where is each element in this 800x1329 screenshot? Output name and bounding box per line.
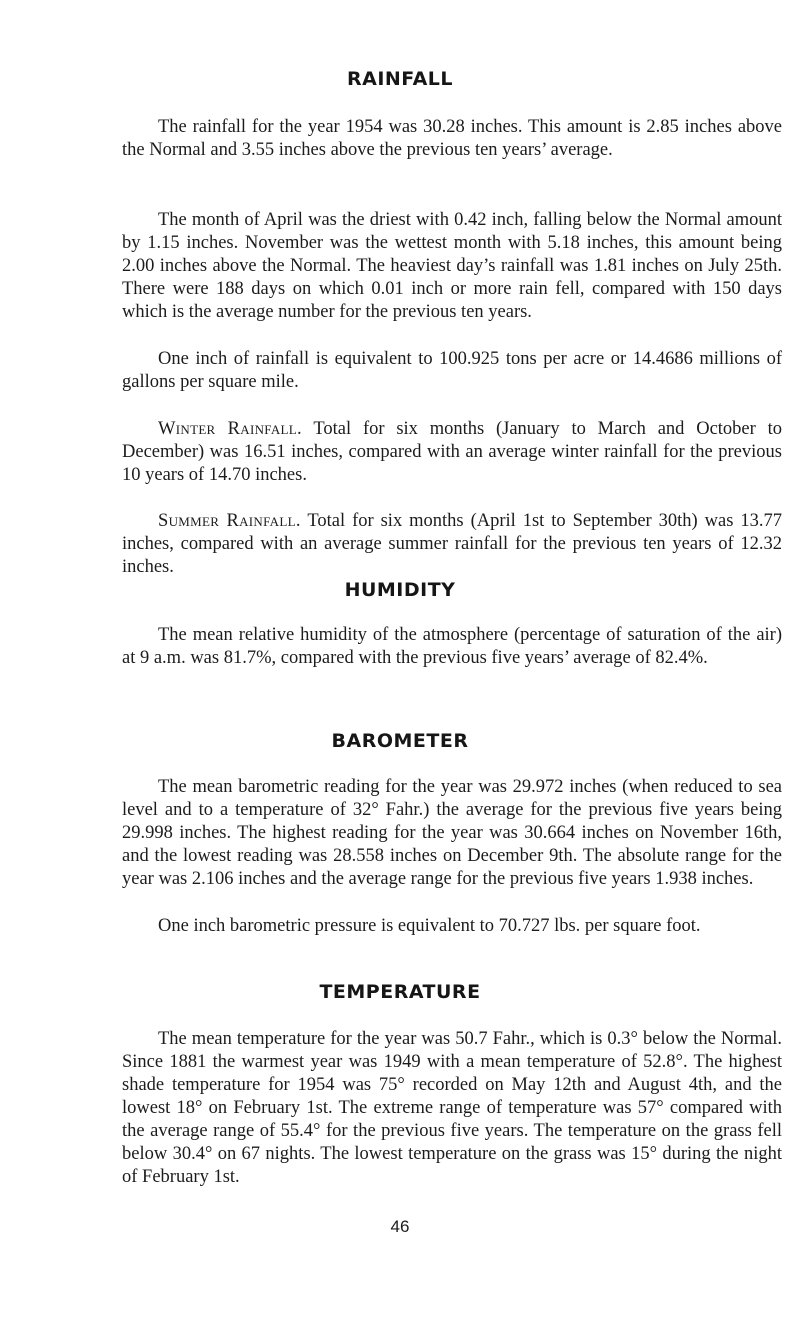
page-number: 46 [390, 1217, 410, 1236]
summer-rainfall-paragraph [122, 510, 782, 579]
winter-rainfall-text: Total for six months (January to March and October to December) was 16.51 inches, compared with an average winter rainfall for the previous 10 years of 14.70 inches. [122, 419, 782, 485]
barometer-paragraph-2: One inch barometric pressure is equivalent to 70.727 lbs. per square foot. [158, 916, 701, 936]
winter-rainfall-paragraph [122, 418, 782, 487]
barometer-paragraph-1: The mean barometric reading for the year was 29.972 inches (when reduced to sea level and to a temperature of 32° Fahr.) the average for the previous five years being 29.998 inches. The highest reading for the year was 30.664 inches on November 16th, and the lowest reading was 28.558 inches on December 9th. The absolute range for the year was 2.106 inches and the average range for the previous five years 1.938 inches. [122, 777, 782, 889]
temperature-paragraph: The mean temperature for the year was 50.7 Fahr., which is 0.3° below the Normal. Since 1881 the warmest year was 1949 with a mean temperature of 52.8°. The highest shade temperature for 1954 was 75° recorded on May 12th and August 4th, and the lowest 18° on February 1st. The extreme range of temperature was 57° compared with the average range of 55.4° for the previous five years. The temperature on the grass fell below 30.4° on 67 nights. The lowest temperature on the grass was 15° during the night of February 1st. [122, 1029, 782, 1187]
summer-rainfall-text: Total for six months (April 1st to September 30th) was 13.77 inches, compared with an average summer rainfall for the previous ten years of 12.32 inches. [122, 511, 783, 577]
rainfall-heading: RAINFALL [346, 68, 454, 90]
winter-rainfall-label: Winter Rainfall. [158, 419, 302, 439]
rainfall-paragraph-2: The month of April was the driest with 0.42 inch, falling below the Normal amount by 1.15 inches. November was the wettest month with 5.18 inches, this amount being 2.00 inches above the Normal. The heaviest day’s rainfall was 1.81 inches on July 25th. There were 188 days on which 0.01 inch or more rain fell, compared with 150 days which is the average number for the previous ten years. [122, 210, 782, 322]
humidity-paragraph: The mean relative humidity of the atmosphere (percentage of saturation of the air) at 9 a.m. was 81.7%, compared with the previous five years’ average of 82.4%. [122, 625, 782, 668]
rainfall-paragraph-1: The rainfall for the year 1954 was 30.28 inches. This amount is 2.85 inches above the Normal and 3.55 inches above the previous ten years’ average. [122, 117, 782, 160]
temperature-heading: TEMPERATURE [319, 981, 481, 1003]
humidity-heading: HUMIDITY [344, 579, 456, 601]
summer-rainfall-label: Summer Rainfall. [158, 511, 301, 531]
barometer-heading: BAROMETER [331, 730, 469, 752]
rainfall-paragraph-3: One inch of rainfall is equivalent to 100.925 tons per acre or 14.4686 millions of gallons per square mile. [122, 349, 782, 392]
